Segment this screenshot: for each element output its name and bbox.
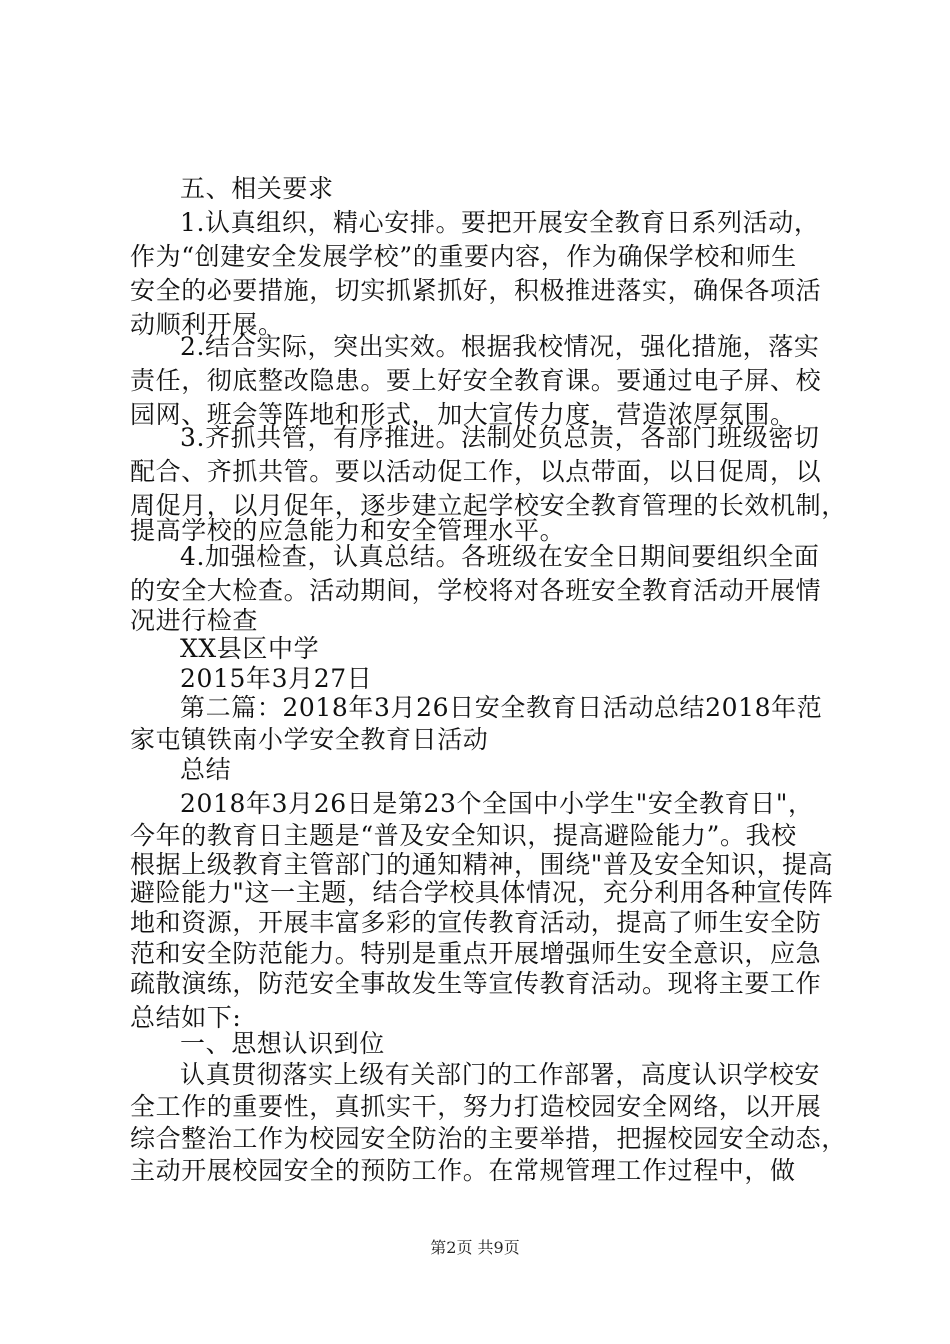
paragraph-line: 总结如下: — [130, 1003, 242, 1032]
paragraph-line: 综合整治工作为校园安全防治的主要举措，把握校园安全动态， — [130, 1124, 847, 1153]
paragraph-line: 提高学校的应急能力和安全管理水平。 — [130, 516, 566, 545]
paragraph-line: 配合、齐抓共管。要以活动促工作，以点带面，以日促周，以 — [130, 457, 822, 486]
paragraph-line: 疏散演练，防范安全事故发生等宣传教育活动。现将主要工作 — [130, 969, 822, 998]
page-number-footer: 第2页 共9页 — [430, 1238, 520, 1257]
article-title: 第二篇：2018年3月26日安全教育日活动总结2018年范 — [180, 693, 823, 722]
paragraph-line: 动顺利开展。 — [130, 310, 284, 339]
paragraph-line: 安全的必要措施，切实抓紧抓好，积极推进落实，确保各项活 — [130, 276, 822, 305]
paragraph-line: 周促月，以月促年，逐步建立起学校安全教育管理的长效机制， — [130, 491, 847, 520]
section-heading: 五、相关要求 — [180, 174, 334, 203]
signature-school: XX县区中学 — [180, 634, 320, 663]
paragraph-line: 园网、班会等阵地和形式，加大宣传力度，营造浓厚氛围。 — [130, 400, 796, 429]
paragraph-line: 全工作的重要性，真抓实干，努力打造校园安全网络，以开展 — [130, 1092, 822, 1121]
paragraph-line: 今年的教育日主题是“普及安全知识，提高避险能力”。我校 — [130, 821, 797, 850]
article-title: 家屯镇铁南小学安全教育日活动 — [130, 725, 489, 754]
paragraph-line: 3.齐抓共管，有序推进。法制处负总责，各部门班级密切 — [180, 423, 820, 452]
paragraph-line: 范和安全防范能力。特别是重点开展增强师生安全意识，应急 — [130, 939, 822, 968]
paragraph-line: 主动开展校园安全的预防工作。在常规管理工作过程中，做 — [130, 1156, 796, 1185]
paragraph-line: 认真贯彻落实上级有关部门的工作部署，高度认识学校安 — [180, 1060, 821, 1089]
paragraph-line: 4.加强检查，认真总结。各班级在安全日期间要组织全面 — [180, 542, 820, 571]
paragraph-line: 的安全大检查。活动期间，学校将对各班安全教育活动开展情 — [130, 576, 822, 605]
paragraph-line: 2.结合实际，突出实效。根据我校情况，强化措施，落实 — [180, 332, 820, 361]
paragraph-line: 况进行检查 — [130, 606, 259, 635]
paragraph-line: 1.认真组织，精心安排。要把开展安全教育日系列活动， — [180, 208, 820, 237]
signature-date: 2015年3月27日 — [180, 664, 373, 693]
paragraph-line: 根据上级教育主管部门的通知精神，围绕"普及安全知识，提高 — [130, 850, 834, 879]
paragraph-line: 避险能力"这一主题，结合学校具体情况，充分利用各种宣传阵 — [130, 878, 834, 907]
paragraph-line: 2018年3月26日是第23个全国中小学生"安全教育日"， — [180, 789, 814, 818]
section-heading: 一、思想认识到位 — [180, 1029, 385, 1058]
paragraph-line: 地和资源，开展丰富多彩的宣传教育活动，提高了师生安全防 — [130, 908, 822, 937]
paragraph-line: 责任，彻底整改隐患。要上好安全教育课。要通过电子屏、校 — [130, 366, 822, 395]
article-title: 总结 — [180, 755, 232, 784]
paragraph-line: 作为“创建安全发展学校”的重要内容，作为确保学校和师生 — [130, 242, 797, 271]
